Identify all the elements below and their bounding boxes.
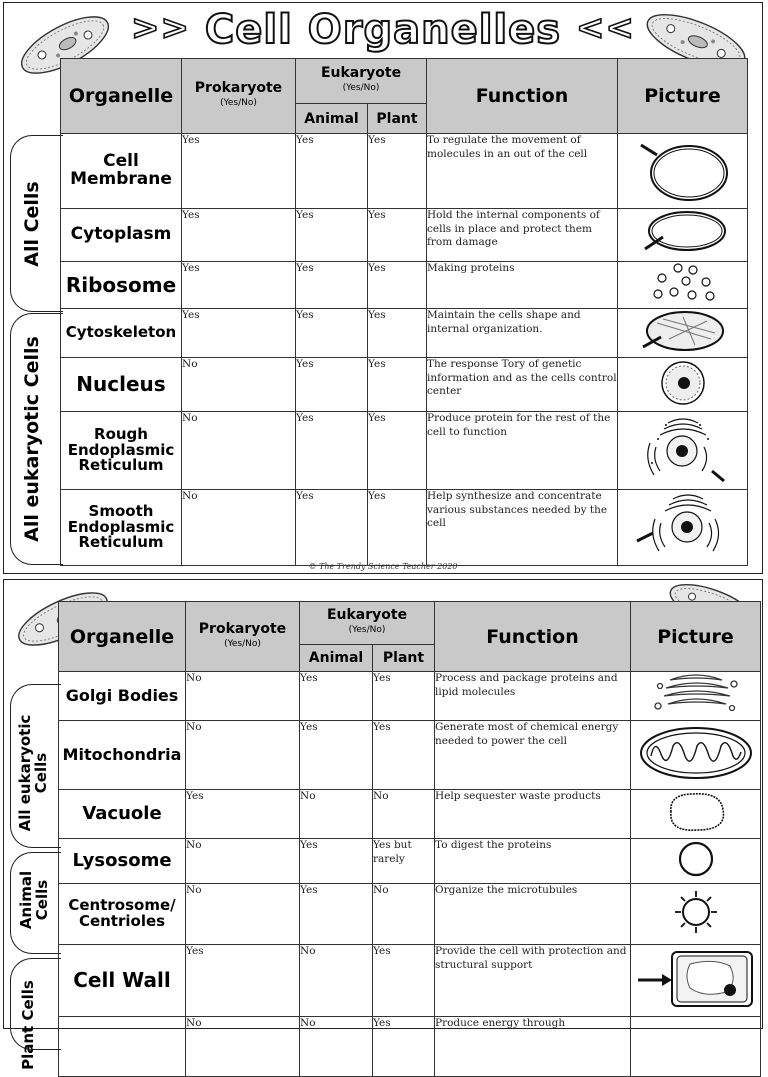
picture-cell	[618, 309, 748, 358]
header-prokaryote-label: Prokaryote	[194, 80, 283, 96]
prokaryote-cell: Yes	[186, 945, 300, 1017]
plant-cell: Yes	[368, 209, 427, 262]
nucleus-icon	[658, 359, 708, 407]
plant-cell: Yes	[368, 358, 427, 412]
function-cell: Produce protein for the rest of the cell to function	[427, 412, 618, 490]
animal-cell: Yes	[300, 839, 373, 884]
header-animal: Animal	[300, 645, 373, 672]
cell-membrane-icon	[633, 135, 733, 203]
header-eukaryote-label: Eukaryote	[326, 607, 408, 623]
animal-cell: Yes	[296, 262, 368, 309]
prokaryote-cell: No	[182, 412, 296, 490]
group-label-animal: Animal Cells	[17, 870, 51, 930]
picture-cell	[631, 721, 761, 790]
animal-cell: No	[300, 945, 373, 1017]
plant-cell: Yes	[368, 490, 427, 566]
organelle-name: Lysosome	[59, 839, 186, 884]
header-prokaryote-sub: (Yes/No)	[220, 98, 257, 108]
picture-cell	[631, 945, 761, 1017]
organelle-name: Ribosome	[61, 262, 182, 309]
prokaryote-cell: Yes	[182, 134, 296, 209]
header-animal: Animal	[296, 104, 368, 134]
prokaryote-cell: No	[186, 672, 300, 721]
plant-cell: Yes	[373, 1017, 435, 1077]
group-label-all-eukaryotic: All eukaryotic Cells	[16, 714, 50, 832]
cytoskeleton-icon	[633, 309, 733, 353]
function-cell: Maintain the cells shape and internal organization.	[427, 309, 618, 358]
function-cell: Produce energy through	[435, 1017, 631, 1077]
header-picture: Picture	[631, 602, 761, 672]
organelle-name	[59, 1017, 186, 1077]
picture-cell	[631, 884, 761, 945]
function-cell: To regulate the movement of molecules in an out of the cell	[427, 134, 618, 209]
organelle-table-2	[58, 601, 761, 1077]
animal-cell: Yes	[296, 209, 368, 262]
header-eukaryote	[300, 602, 435, 645]
function-cell: Provide the cell with protection and structural support	[435, 945, 631, 1017]
function-cell: Generate most of chemical energy needed to power the cell	[435, 721, 631, 790]
plant-cell: Yes	[373, 721, 435, 790]
function-cell: Help synthesize and concentrate various substances needed by the cell	[427, 490, 618, 566]
plant-cell: Yes	[368, 134, 427, 209]
header-eukaryote-label: Eukaryote	[320, 65, 402, 81]
organelle-name: Golgi Bodies	[59, 672, 186, 721]
ribosome-icon	[648, 262, 718, 304]
picture-cell	[618, 134, 748, 209]
table-row	[59, 1017, 761, 1077]
table-row	[61, 358, 748, 412]
table-row	[59, 672, 761, 721]
organelle-name: Cell Membrane	[61, 134, 182, 209]
animal-cell: Yes	[300, 884, 373, 945]
function-cell: Process and package proteins and lipid molecules	[435, 672, 631, 721]
animal-cell: Yes	[300, 721, 373, 790]
table-row	[61, 134, 748, 209]
organelle-name: Cell Wall	[59, 945, 186, 1017]
header-function: Function	[435, 602, 631, 672]
prokaryote-cell: No	[182, 490, 296, 566]
picture-cell	[631, 839, 761, 884]
organelle-table-1	[60, 58, 748, 566]
picture-cell	[618, 262, 748, 309]
animal-cell: Yes	[296, 412, 368, 490]
organelle-name: Rough Endoplasmic Reticulum	[61, 412, 182, 490]
table-row	[59, 790, 761, 839]
prokaryote-cell: Yes	[182, 209, 296, 262]
mitochondria-icon	[637, 724, 755, 782]
group-label-plant: Plant Cells	[19, 980, 37, 1070]
table-row	[61, 262, 748, 309]
animal-cell: Yes	[296, 134, 368, 209]
plant-cell: Yes	[368, 309, 427, 358]
table-row	[59, 721, 761, 790]
title-text: Cell Organelles	[204, 7, 562, 53]
title-right-chevrons: <<	[576, 8, 635, 48]
plant-cell: Yes	[368, 412, 427, 490]
header-picture: Picture	[618, 59, 748, 134]
prokaryote-cell: No	[186, 884, 300, 945]
picture-cell	[631, 1017, 761, 1077]
header-eukaryote-sub: (Yes/No)	[348, 625, 386, 635]
animal-cell: Yes	[296, 309, 368, 358]
header-organelle: Organelle	[61, 59, 182, 134]
prokaryote-cell: No	[186, 839, 300, 884]
group-label-all-cells: All Cells	[21, 181, 43, 267]
group-label-all-eukaryotic: All eukaryotic Cells	[21, 336, 43, 542]
header-eukaryote	[296, 59, 427, 104]
worksheet-page-2	[3, 579, 763, 1070]
function-cell: The response Tory of genetic information and as the cells control center	[427, 358, 618, 412]
picture-cell	[618, 209, 748, 262]
header-prokaryote	[186, 602, 300, 672]
picture-cell	[631, 790, 761, 839]
plant-cell: No	[373, 884, 435, 945]
animal-cell: Yes	[296, 358, 368, 412]
title-left-chevrons: >>	[131, 8, 190, 48]
organelle-name: Centrosome/ Centrioles	[59, 884, 186, 945]
header-function: Function	[427, 59, 618, 134]
header-prokaryote-label: Prokaryote	[198, 620, 287, 637]
smooth-er-icon	[633, 491, 733, 561]
function-cell: To digest the proteins	[435, 839, 631, 884]
golgi-icon	[646, 672, 746, 716]
header-eukaryote-sub: (Yes/No)	[342, 83, 380, 93]
worksheet-page-1	[3, 2, 763, 574]
prokaryote-cell: Yes	[182, 309, 296, 358]
plant-cell: No	[373, 790, 435, 839]
prokaryote-cell: No	[186, 1017, 300, 1077]
animal-cell: No	[300, 790, 373, 839]
rough-er-icon	[638, 413, 728, 485]
table-row	[61, 209, 748, 262]
function-cell: Making proteins	[427, 262, 618, 309]
prokaryote-cell: No	[182, 358, 296, 412]
organelle-name: Vacuole	[59, 790, 186, 839]
copyright-footer: © The Trendy Science Teacher 2020	[308, 562, 458, 571]
header-organelle: Organelle	[59, 602, 186, 672]
table-row	[61, 309, 748, 358]
picture-cell	[618, 358, 748, 412]
plant-cell: Yes	[373, 672, 435, 721]
prokaryote-cell: No	[186, 721, 300, 790]
animal-cell: Yes	[296, 490, 368, 566]
plant-cell: Yes	[373, 945, 435, 1017]
organelle-name: Cytoskeleton	[61, 309, 182, 358]
organelle-name: Cytoplasm	[61, 209, 182, 262]
cytoplasm-icon	[633, 209, 733, 257]
table-row	[59, 839, 761, 884]
organelle-name: Smooth Endoplasmic Reticulum	[61, 490, 182, 566]
table-row	[59, 945, 761, 1017]
organelle-name: Nucleus	[61, 358, 182, 412]
lysosome-icon	[674, 839, 718, 879]
organelle-name: Mitochondria	[59, 721, 186, 790]
picture-cell	[618, 412, 748, 490]
cell-wall-icon	[634, 948, 758, 1010]
picture-cell	[631, 672, 761, 721]
plant-cell: Yes but rarely	[373, 839, 435, 884]
header-prokaryote	[182, 59, 296, 134]
plant-cell: Yes	[368, 262, 427, 309]
function-cell: Hold the internal components of cells in place and protect them from damage	[427, 209, 618, 262]
centrosome-icon	[671, 887, 721, 937]
table-row	[61, 412, 748, 490]
vacuole-icon	[661, 790, 731, 834]
table-row	[61, 490, 748, 566]
animal-cell: Yes	[300, 672, 373, 721]
header-plant: Plant	[373, 645, 435, 672]
function-cell: Organize the microtubules	[435, 884, 631, 945]
table-row	[59, 884, 761, 945]
header-prokaryote-sub: (Yes/No)	[224, 638, 261, 649]
picture-cell	[618, 490, 748, 566]
function-cell: Help sequester waste products	[435, 790, 631, 839]
prokaryote-cell: Yes	[186, 790, 300, 839]
header-plant: Plant	[368, 104, 427, 134]
animal-cell: No	[300, 1017, 373, 1077]
prokaryote-cell: Yes	[182, 262, 296, 309]
